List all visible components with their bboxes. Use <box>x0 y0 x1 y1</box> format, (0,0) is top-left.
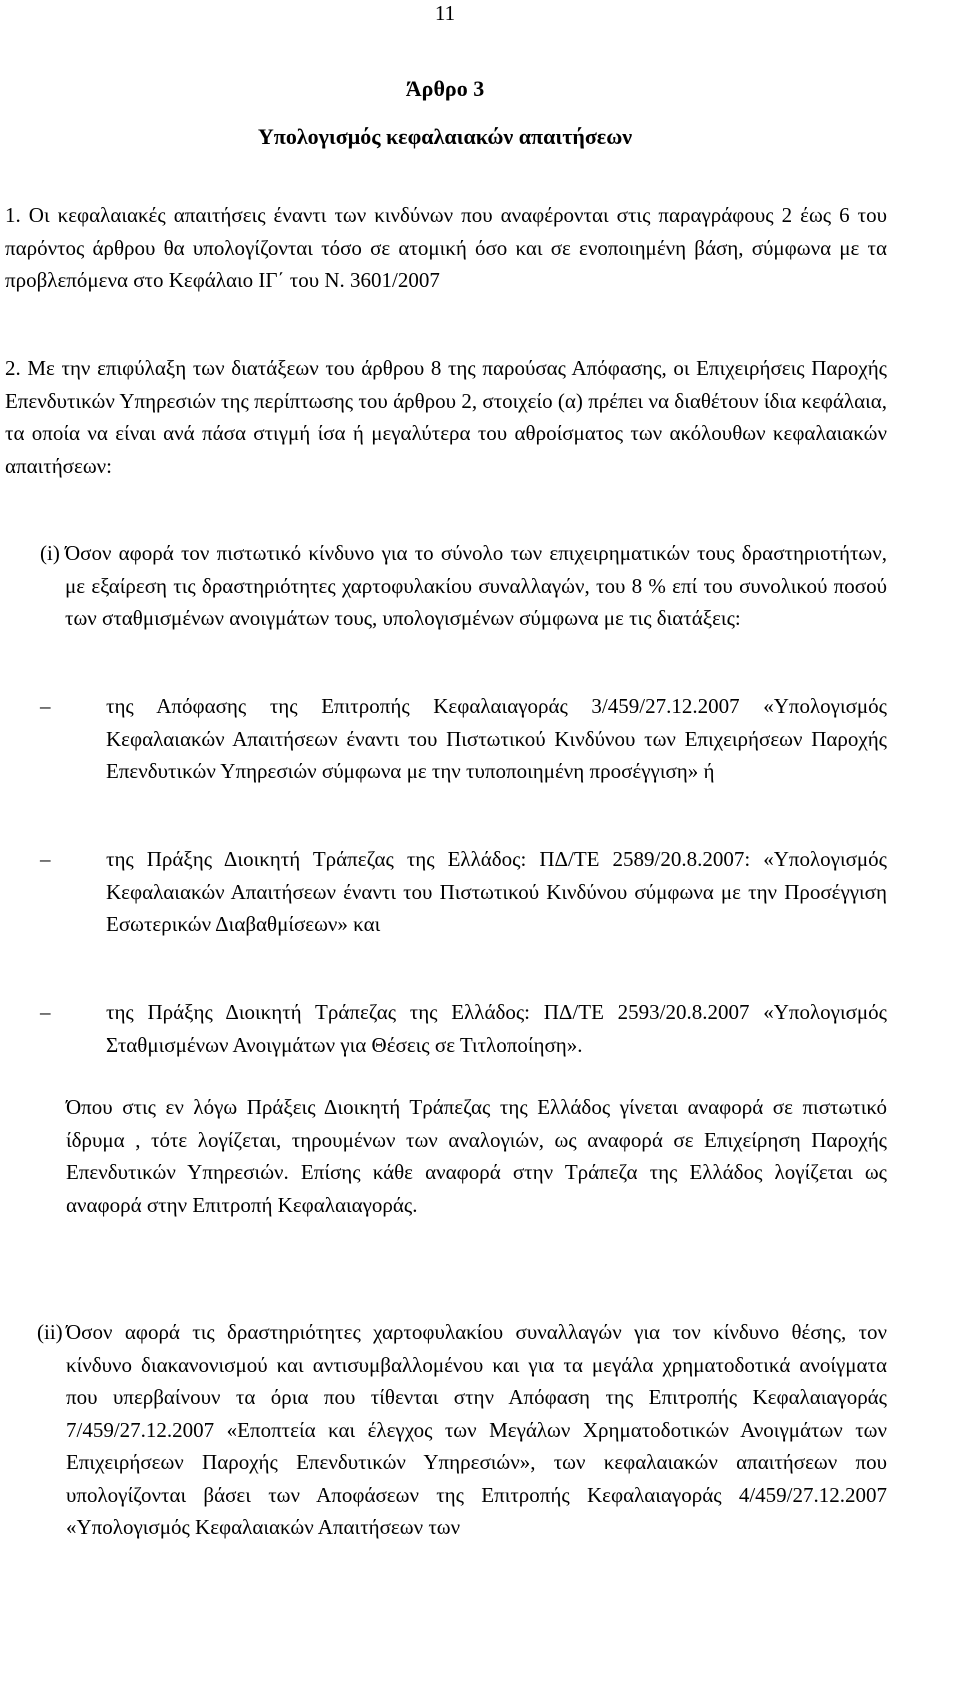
paragraph-1: 1. Οι κεφαλαιακές απαιτήσεις έναντι των κινδύνων που αναφέρονται στις παραγράφους 2 έως 6 του παρόντος άρθρου θα υπολογίζονται τόσο σε ατομική όσο και σε ενοποιημένη βάση, σύμφωνα με τα προβλεπόμενα στο Κεφάλαιο ΙΓ΄ του Ν. 3601/2007 <box>5 203 887 292</box>
bullet-text: της Απόφασης της Επιτροπής Κεφαλαιαγοράς 3/459/27.12.2007 «Υπολογισμός Κεφαλαιακών Απαιτήσεων έναντι του Πιστωτικού Κινδύνου των Επιχειρήσεων Παροχής Επενδυτικών Υπηρεσιών σύμφωνα με την τυποποιημένη προσέγγιση» ή <box>106 694 887 783</box>
paragraph-2: 2. Με την επιφύλαξη των διατάξεων του άρθρου 8 της παρούσας Απόφασης, οι Επιχειρήσεις Παροχής Επενδυτικών Υπηρεσιών της περίπτωσης του άρθρου 2, στοιχείο (α) πρέπει να διαθέτουν ίδια κεφάλαια, τα οποία να είναι ανά πάσα στιγμή ίσα ή μεγαλύτερα του αθροίσματος των ακόλουθων κεφαλαιακών απαιτήσεων: <box>5 356 887 478</box>
article-heading: Άρθρο 3 <box>405 76 485 101</box>
bullet-text: της Πράξης Διοικητή Τράπεζας της Ελλάδος: ΠΔ/ΤΕ 2589/20.8.2007: «Υπολογισμός Κεφαλαιακών Απαιτήσεων έναντι του Πιστωτικού Κινδύνου σύμφωνα με την Προσέγγιση Εσωτερικών Διαβαθμίσεων» και <box>106 847 887 936</box>
note-paragraph: Όπου στις εν λόγω Πράξεις Διοικητή Τράπεζας της Ελλάδος γίνεται αναφορά σε πιστωτικό ίδρυμα , τότε λογίζεται, τηρουμένων των αναλογιών, ως αναφορά σε Επιχείρηση Παροχής Επενδυτικών Υπηρεσιών. Επίσης κάθε αναφορά στην Τράπεζα της Ελλάδος λογίζεται ως αναφορά στην Επιτροπή Κεφαλαιαγοράς. <box>66 1095 887 1217</box>
dash-bullet: – <box>40 1000 51 1024</box>
list-item-ii <box>37 1316 887 1544</box>
dash-bullet: – <box>40 694 51 718</box>
list-item-label: (ii) <box>37 1320 63 1344</box>
list-item-text: Όσον αφορά τις δραστηριότητες χαρτοφυλακίου συναλλαγών για τον κίνδυνο θέσης, τον κίνδυνο διακανονισμού και αντισυμβαλλομένου και για τα μεγάλα χρηματοδοτικά ανοίγματα που υπερβαίνουν τα όρια που τίθενται στην Απόφαση της Επιτροπής Κεφαλαιαγοράς 7/459/27.12.2007 «Εποπτεία και έλεγχος των Μεγάλων Χρηματοδοτικών Ανοιγμάτων των Επιχειρήσεων Παροχής Επενδυτικών Υπηρεσιών», των κεφαλαιακών απαιτήσεων που υπολογίζονται βάσει των Αποφάσεων της Επιτροπής Κεφαλαιαγοράς 4/459/27.12.2007 «Υπολογισμός Κεφαλαιακών Απαιτήσεων των <box>66 1320 887 1539</box>
bullet-item-2 <box>40 843 887 941</box>
bullet-text: της Πράξης Διοικητή Τράπεζας της Ελλάδος: ΠΔ/ΤΕ 2593/20.8.2007 «Υπολογισμός Σταθμισμένων Ανοιγμάτων για Θέσεις σε Τιτλοποίηση». <box>106 1000 887 1057</box>
bullet-item-1 <box>40 690 887 788</box>
list-item-label: (i) <box>40 541 60 565</box>
bullet-item-3 <box>40 996 887 1061</box>
dash-bullet: – <box>40 847 51 871</box>
list-item-i <box>40 537 887 635</box>
article-title: Υπολογισμός κεφαλαιακών απαιτήσεων <box>257 124 633 149</box>
page-number: 11 <box>434 1 456 25</box>
list-item-text: Όσον αφορά τον πιστωτικό κίνδυνο για το σύνολο των επιχειρηματικών τους δραστηριοτήτων, με εξαίρεση τις δραστηριότητες χαρτοφυλακίου συναλλαγών, του 8 % επί του συνολικού ποσού των σταθμισμένων ανοιγμάτων τους, υπολογισμένων σύμφωνα με τις διατάξεις: <box>65 541 887 630</box>
